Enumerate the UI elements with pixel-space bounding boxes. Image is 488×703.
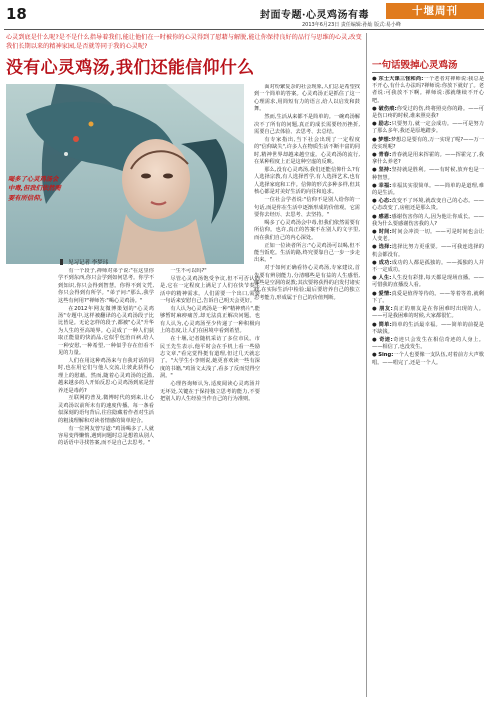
column-divider (366, 33, 367, 697)
sidebar-item-text: 选择比努力更重要。——可我连选择的机会都没有。 (372, 244, 484, 258)
sidebar-item (372, 214, 484, 228)
feature-photo (6, 84, 244, 264)
sidebar-item-text: 幸福其实很简单。——简单的是道理,难的是生活。 (372, 182, 484, 197)
sidebar-item (372, 244, 484, 258)
sidebar-item-text: 青春就是用来挥霍的。——挥霍完了,我拿什么养老? (372, 152, 484, 166)
sidebar-item-label: 爱情: (378, 290, 392, 297)
sidebar-item-label: 朋友: (379, 306, 393, 313)
sidebar-item-text: 梦想总是要有的,万一实现了呢?——万一没实现呢? (372, 136, 484, 150)
section-title: 封面专题·心灵鸡汤有毒 (260, 10, 369, 21)
article-column-c (254, 84, 360, 696)
paragraph: 然而,生活从来都不是简单的。一碗鸡汤解决不了所有的问题,真正的成长需要经历挫折,需要自己去体验、去思考、去总结。 (254, 114, 360, 135)
photo-caption: 喝多了心灵鸡汤会中毒,但我们依然需要有所信仰。 (8, 176, 61, 202)
sidebar-item (372, 275, 484, 289)
paragraph: 有人认为心灵鸡汤是一种"精神鸦片",能够暂时麻痹痛苦,却无法真正解决问题。也有人认为,心灵鸡汤至少传递了一种积极向上的态度,让人们在困境中看到希望。 (160, 306, 260, 335)
paragraph: 心理咨询师认为,适度阅读心灵鸡汤并无坏处,关键在于保持独立思考的能力,不要把别人的人生经验当作自己的行为准则。 (160, 381, 260, 402)
bullet-icon: ● (372, 121, 379, 128)
sidebar-item (372, 337, 484, 351)
byline-marker (60, 259, 63, 265)
sidebar-item-text: 只要努力,就一定会成功。——可是努力了那么多年,我还是原地踏步。 (372, 121, 484, 135)
sidebar-item-label: 人生: (378, 275, 392, 282)
sidebar-item-text: 一个人也要像一支队伍,对着前方大声歌唱。——唱完了,还是一个人。 (372, 352, 484, 366)
bullet-icon: ● (372, 275, 379, 282)
sidebar-item (372, 260, 484, 274)
bullet-icon: ● (372, 306, 380, 313)
paragraph: 人们在用这种鸡汤来与自我对话的同时,也在用它们与他人交流,让彼此获得心理上的慰藉。然而,随着心灵鸡汤的泛滥,越来越多的人开始反思:心灵鸡汤到底是营养还是毒药? (58, 357, 154, 394)
sidebar-item-text: 你受过的伤,终将照亮你的路。——可是伤口疼的时候,谁来照亮我? (372, 105, 484, 120)
sidebar-item (372, 229, 484, 243)
sidebar-item-label: 简单: (378, 321, 392, 328)
paragraph: 正如一位读者所言:"心灵鸡汤可以喝,但不能当饭吃。生活的路,终究要靠自己一步一步走出来。" (254, 242, 360, 264)
brand-badge: 十堰周刊 (386, 3, 484, 19)
paragraph: 喝多了心灵鸡汤会中毒,但我们依然需要有所信仰。也许,真正的答案不在别人的文字里,而在我们自己的内心深处。 (254, 219, 360, 241)
bullet-icon: ● (372, 167, 379, 174)
sidebar-item (372, 198, 484, 212)
paragraph: 有一位网友曾写道:"鸡汤喝多了,人就容易变得懒惰,遇到问题时总是想着从别人的话语中寻找答案,而不是自己去思考。" (58, 425, 154, 447)
byline: 见习记者 李梦玮 (68, 260, 109, 266)
sidebar-item-label: 幸福: (378, 182, 392, 189)
paragraph: 面对纷繁复杂的社会现象,人们总是希望找到一个简单的答案。心灵鸡汤正是抓住了这一心理需求,用简短有力的语言,给人以启发和鼓舞。 (254, 84, 360, 113)
sidebar-item-text: 简单的生活最幸福。——简单的前提是不缺钱。 (372, 321, 484, 335)
header-meta: 2013年6月23日 责任编辑:孙灿 版式:易小峰 (302, 22, 401, 28)
sidebar-item-label: 时间: (378, 229, 392, 236)
sidebar-item (372, 152, 484, 166)
bullet-icon: ● (372, 182, 379, 189)
header-rule (4, 29, 484, 30)
paragraph: 在2012年网友微博策划的"心灵鸡汤"专题中,这样被翻译的心灵鸡汤段子比比皆是。无论怎样的段子,都被"心灵"升华为人生的至高境界。心灵成了一种人们获取正能量的快消品,它似乎包治百病,给人一种安慰,一种希望,一种似乎存在但看不见的力量。 (58, 305, 154, 356)
sidebar-item (372, 291, 484, 305)
sidebar-item-text: 时间会冲淡一切。——可是时间也会让人变老。 (372, 229, 484, 243)
sidebar-item-label: 梦想: (378, 136, 391, 143)
sidebar-rule (372, 72, 484, 73)
sidebar-item-text: 感谢伤害你的人,因为他让你成长。——我为什么要感谢伤害我的人? (372, 213, 484, 227)
paragraph: 互联网的普及,微博时代的到来,让心灵鸡汤以前所未有的速度传播。每一条看似深刻的语句背后,往往隐藏着作者对生活的粗浅理解和对读者情感的简单迎合。 (58, 395, 154, 424)
bullet-icon: ● (372, 105, 379, 112)
sidebar-title: 一句话毁掉心灵鸡汤 (372, 60, 458, 71)
sidebar-item-text: 一个老者对禅师说:我总是不开心,有什么办法吗?禅师说:你放下就好了。老者说:可我放不下啊。禅师说:那就继续不开心吧。 (372, 76, 484, 104)
sidebar-item-label: Sing: (378, 352, 394, 359)
sidebar-item-label: 感恩: (378, 213, 392, 220)
sidebar-item (372, 352, 484, 366)
sidebar-item-text: 人生没有彩排,每天都是现场直播。——可惜我的直播没人看。 (372, 275, 484, 289)
sidebar-item-text: 坚持就是胜利。——有时候,放弃也是一种智慧。 (372, 167, 484, 181)
paragraph: 尽管心灵鸡汤饱受争议,但不可否认的是,它在一定程度上满足了人们在快节奏生活中的精神需求。人们需要一个出口,需要一句话来安慰自己,告诉自己明天会更好。 (160, 275, 260, 305)
sidebar-list (372, 76, 484, 696)
bullet-icon: ● (372, 290, 379, 297)
paragraph: 在十堰,记者随机采访了多位市民。市民王先生表示,他平时会在手机上看一些励志文章,"看完觉得挺有道理,但过几天就忘了。"大学生小李则说,她更喜欢读一些有深度的书籍,"鸡汤文太浅了,看多了反而觉得空洞。" (160, 336, 260, 380)
sidebar-item-label: 心态: (378, 198, 392, 205)
bullet-icon: ● (372, 198, 379, 205)
sidebar-item-text: 真正的朋友是在你困难时出现的人。——可是我困难的时候,大家都很忙。 (372, 306, 484, 320)
sidebar-item-label: 青春: (378, 152, 392, 159)
page-number: 18 (6, 5, 27, 23)
bullet-icon: ● (372, 76, 379, 82)
bullet-icon: ● (372, 136, 379, 143)
paragraph: 一生不可以吗?" (170, 268, 207, 274)
bullet-icon: ● (372, 336, 380, 343)
sidebar-item-text: 奇迹只会发生在相信奇迹的人身上。——相信了,也没发生。 (372, 336, 484, 351)
sidebar-item (372, 167, 484, 181)
paragraph: 有专家指出,当下社会出现了一定程度的"信仰缺失",许多人在物质生活不断丰富的同时,精神世界却越来越空虚。心灵鸡汤的流行,在某种程度上正是这种空虚的反映。 (254, 136, 360, 166)
sidebar-item-text: 成功的人都是孤独的。——孤独的人并不一定成功。 (372, 259, 484, 274)
intro-text: 心灵到底是什么呢?是不是什么指导着我们,能让他们在一时被你的心灵得到了慰藉与解脱,能让你保持良好的品行与思维的心灵,改变我们长期以来的精神家园,是否就等同于我的心灵呢? (6, 34, 362, 50)
article-column-b (160, 268, 260, 696)
sidebar-item (372, 137, 484, 151)
bullet-icon: ● (372, 244, 379, 251)
sidebar-item-label: 奇迹: (379, 336, 393, 343)
sidebar-item-text: 真爱是值得等待的。——等着等着,就剩下了。 (372, 290, 484, 304)
bullet-icon: ● (372, 152, 379, 159)
bullet-icon: ● (372, 213, 379, 220)
paragraph: 对于如何正确看待心灵鸡汤,专家建议,首先要有辨别能力,分清哪些是有益的人生感悟,哪些是空洞的说教;其次要将获得的启发付诸实践,在实际生活中检验;最后要培养自己的独立思考能力,形成属于自己的价值判断。 (254, 265, 360, 301)
sidebar-item-label: 励志: (378, 121, 392, 128)
sidebar-item-text: 改变不了环境,就改变自己的心态。——心态改变了,房租还是那么贵。 (372, 198, 484, 212)
bullet-icon: ● (372, 321, 379, 328)
sidebar-item-label: 成功: (378, 259, 392, 266)
sidebar-item-label: 破伤痕: (378, 105, 397, 112)
sidebar-item (372, 183, 484, 197)
bullet-icon: ● (372, 229, 379, 236)
headline: 没有心灵鸡汤,我们还能信仰什么 (6, 58, 255, 78)
sidebar-item (372, 106, 484, 120)
sidebar-item-label: 选择: (378, 244, 392, 251)
sidebar-item (372, 121, 484, 135)
sidebar-item (372, 322, 484, 336)
paragraph: 有一个段子,禅师对弟子说:"在这里你学不到东西,你只会学到如何思考。你学不到知识,你只会得到智慧。你得不到文凭,你只会得到有所学。"弟子问:"那么,我学这些有何用?"禅师答:"喝心灵鸡汤。" (58, 268, 154, 304)
bullet-icon: ● (372, 352, 379, 359)
paragraph: 那么,没有心灵鸡汤,我们还能信仰什么?有人选择宗教,有人选择哲学,有人选择艺术,也有人选择家庭和工作。信仰的形式多种多样,但其核心都是对美好生活的向往和追求。 (254, 166, 360, 196)
sidebar-item-label: 坚持: (378, 167, 392, 174)
article-column-a (58, 268, 154, 696)
sidebar-item-label: 东士大课三怪和尚: (378, 76, 424, 82)
sidebar-item (372, 306, 484, 320)
bullet-icon: ● (372, 259, 379, 266)
paragraph: 一位社会学者说:"信仰不是别人给你的一句话,而是你在生活中逐渐形成的价值观。它需要你去经历、去思考、去坚持。" (254, 197, 360, 218)
sidebar-item (372, 76, 484, 105)
